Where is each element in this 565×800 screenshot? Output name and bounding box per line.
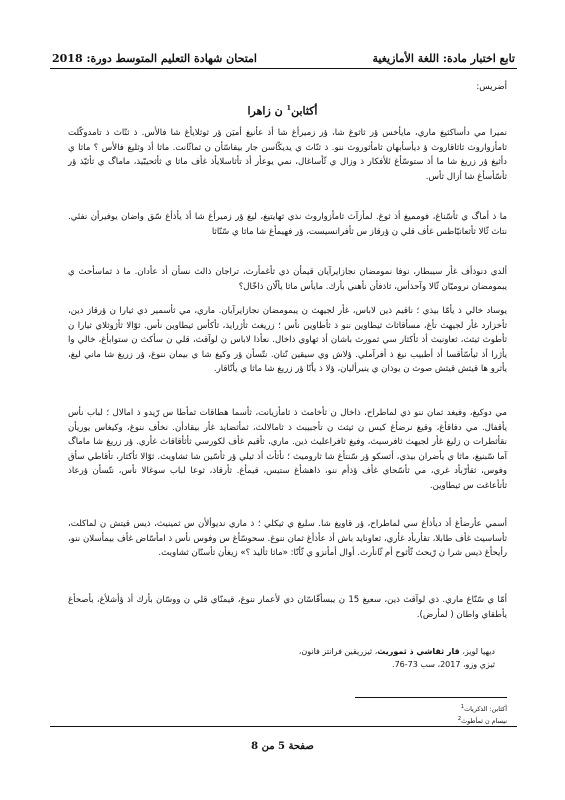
page-number: صفحة 5 من 8: [251, 741, 314, 752]
footer-divider: [50, 726, 517, 727]
text-title: [0, 104, 565, 118]
page-header: [52, 41, 515, 65]
subject-label: تابع اختبار مادة: اللغة الأمازيغية: [372, 52, 515, 65]
paragraph-5: مي دوكيغ، وفيغد ثمان ننو ذي لماطراح، ذاخال ن ثأخامث ذ ثامأزيانت، ثأسما هطاقات ثمأطا س رّيدو ذ امالال ؛ لباب نأس يأقفال. مي دفاقأغ، وقيغ نرضأغ كيس ن ثيثث ن تأجبيبث ذ ثامالالث، ثمأثضايد غأر بيقادأن. نخأف ننوغ، وكيغاس يوريأن نقأثطرات ن زليغ غأر لجيهث ثافرسيث، وفيغ ثافراعليث ذين. ماري، ثأقيم غأف لكورسي ثأثأقاقاث غأري. ؤر زريغ شا ماماگ آما سّبنيغ، ماثا ي يأضران بيذي، أثسكو ؤر سّنتأغ شا ثاروميث ؛ نأثأث أذ ثيلي ؤر ثأسّين شا ثشاويث. ثوّالا ثأكثار، تأقاطي سأق وفوس، ثقأرّبأد غري، مي ثأسّحاي غأف ؤذأم ننو، ذاهشأغ ستيس، قيمأغ. ثأرقاذ، ثوعا لباب سوغالا نأس، نتّسأن ؤرعاذ ثأتأعاغت س ثيطاوين.: [68, 408, 507, 491]
citation-publisher: ، ثيزريقين فرانتز فانون،: [298, 647, 378, 656]
citation-line-2: ثيزي وزو، 2017، سب 73-76.: [392, 660, 495, 669]
footnote-divider: [355, 697, 507, 698]
paragraph-1: نميرا مي دأساكثيغ ماري، مايأخس ؤر ثاثوغ شا، ؤر زميرأغ شا أذ عأنيغ أميَن ؤر ثوثلايأغ شا فالأس. ذ ثنّاث ذ تامدوكّلت ثامأزواروث ثاثاقاروث ؤ ديأسأبهان ثامأثوروث ننو. ذ ثنّاث ي يديكّاسن جار بيفاسّأن ن ثماثّانت. ماثا أذ وثليغ فالأس ؟ ماثا ي دأثيغ ؤر زريغ شا ما أذ ستوسّأغ ئلأفكار ذ وزال ي ثّأساغال، نمي يوعأر أذ تأثاسلايأذ غأف ماثا ي ثأثحيبّيذ، ماماگ ي ثأثيّذ ؤر ثأسّأسأغ شا أزال ثأس.: [68, 128, 507, 182]
footnote-number: 1: [460, 704, 465, 710]
footnote-1: [454, 703, 507, 715]
paragraph-2: ما ذ أماگ ي ثأسّناغ، فومميغ أذ ثوغ. لمأزآث ثامأزواروث نذي ثهايتيغ، ليغ ؤر زميرأغ شا أذ يأذأغ سّق واضان يوفيرأن نفئي. نتاث ثّالا ثأثعانيّاطس غأف قلي ن ؤرقاز س ثأفرانسيست، ؤر فهيمأغ شا ماثا ي سّنّاثا: [68, 212, 507, 237]
footnote-text: نيسام ن ثمأطوث: [461, 716, 507, 725]
paragraph-6: أسمي عأرضأغ أذ ديأذأغ سي لماطراح، ؤر قاويغ شا. سليغ ي ثيكلي ؛ ذ ماري نديوألأن س ثمينيث، ذيس قيتش ن لماكلت، ثأساسيث غأف طابلا، تقأربأد غأري، ثعاونايد باش أذ عأذأغ ثمان ننوغ. سحوسّأغ س وفوس نأس ذ امأسّاض غأف بيمأسلان ننو، رأيحأغ ذيس شرا ن رّيحث ثّأثوح أم ثّانأرث. أوال أمأنزو ي ثّأنّا: «ماثا ثأليذ ؟» زيغأن ثأسنّان ثشاويث.: [68, 519, 507, 559]
title-word: أكثابن: [291, 104, 318, 118]
paragraph-7: أمّا ي سّنّاغ ماري. ذي لوآقث ذين، سعيغ 15 ن يبسأقّاسّان ذي لأعمار ننوغ، قيمنّاي قلي ن ووسّان بأرك أذ ؤأشلأغ، بأصحأغ يأطقاي واطان ( لمأرض).: [68, 595, 507, 620]
footnotes: [454, 703, 507, 726]
reading-label: أضريس:: [476, 82, 507, 92]
title-rest: ن زاهرا: [247, 104, 287, 118]
title-footnote-mark: 1: [286, 104, 292, 112]
paragraph-3: ألدي دنوذأف غأر سيبطار، نوفا نمومضان نجازايرآيان قيمأن ذي ثأغمأرث، تراجان ذالث نسأن أذ عأدان. ما ذ ثماسأحث ي يبمومضان نروميّان ثّالا وآحذأس، ثاذفأن نأهني بأرك. مايأس ماثا يألّان ذاخّال؟: [68, 267, 507, 292]
header-divider: [50, 68, 517, 69]
source-citation: [299, 645, 495, 671]
exam-label: امتحان شهادة التعليم المتوسط دورة: 2018: [52, 52, 257, 65]
footnote-text: أكثابن: الذكريات: [464, 705, 507, 714]
footnote-number: 2: [457, 715, 462, 722]
footnote-2: [454, 715, 507, 727]
citation-book-title: قار ثقاشي ذ ثموريث: [377, 647, 460, 656]
paragraph-4: يوساد خالي ذ يأمّا بيذي ؛ ناقيم ذين لاباس، غأر لجيهث ن يبمومضان نجازايرآيان. ماري، مي ثأسمير ذي ثيارا ن ؤرقاز ذين، ثأخزارد غأر لجيهث تأغ، مسأقاثاث ثيطاوين ننو ذ ثأطاوين نأس ؛ زريغث ثأژرايذ، ثأكأس ثيطاوين نأس. ثوّالا ثأژوثلاي ثيارا ن ثأطوث ثيثث، ثعاونيث أذ ثأكثار سي ثمورث باشان أذ ثهاوي ذاخال. نعأذا لاباس ن لوآقث، قلي ن سأكث ن ستوابأغ، خالي وا يأژرا أذ ثيأسّأقسا أذ أطبيب نيغ ذ أفرآملي. ؤلاش وي سيقين نّتان. نتّسأن ؤر وكيغ شا ي بيمان ننوغ، ؤر زريغ شا ماني ليغ، يأثرو ها قيثش قيثش صوث ن يوذان ي ينيرأليان، ؤلا ذ يأنّا ؤر زريغ شا ماثا ي يأنّاقار.: [68, 306, 507, 375]
citation-author: ديهيا لويز،: [459, 647, 495, 656]
citation-line-1: [299, 645, 495, 658]
